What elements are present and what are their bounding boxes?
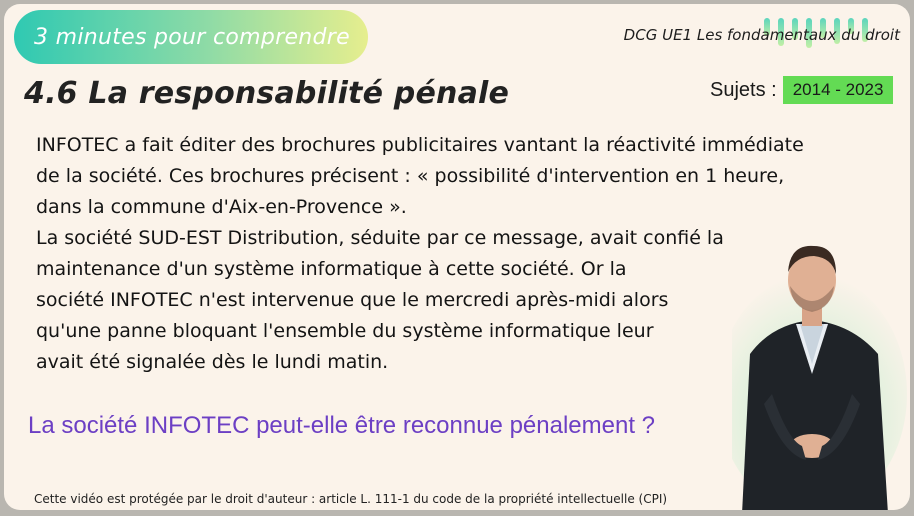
sujets-block <box>710 76 893 104</box>
series-badge-label: 3 minutes pour comprendre <box>34 24 350 50</box>
case-line: avait été signalée dès le lundi matin. <box>36 351 389 373</box>
course-title: DCG UE1 Les fondamentaux du droit <box>623 26 900 44</box>
case-line: INFOTEC a fait éditer des brochures publicitaires vantant la réactivité immédiate <box>36 134 804 156</box>
presenter-figure <box>732 224 910 510</box>
page-title: 4.6 La responsabilité pénale <box>24 76 510 111</box>
copyright-notice: Cette vidéo est protégée par le droit d'auteur : article L. 111-1 du code de la propriété intellectuelle (CPI) <box>34 492 668 506</box>
sujets-years-badge: 2014 - 2023 <box>783 76 894 104</box>
case-line: société INFOTEC n'est intervenue que le mercredi après-midi alors <box>36 289 669 311</box>
case-line: maintenance d'un système informatique à cette société. Or la <box>36 258 627 280</box>
question: La société INFOTEC peut-elle être reconnue pénalement ? <box>28 412 656 439</box>
series-badge <box>14 10 368 64</box>
case-line: dans la commune d'Aix-en-Provence ». <box>36 196 407 218</box>
case-line: de la société. Ces brochures précisent : « possibilité d'intervention en 1 heure, <box>36 165 785 187</box>
slide <box>4 4 910 510</box>
sujets-label: Sujets : <box>710 78 777 101</box>
case-line: qu'une panne bloquant l'ensemble du système informatique leur <box>36 320 654 342</box>
case-line: La société SUD-EST Distribution, séduite par ce message, avait confié la <box>36 227 724 249</box>
